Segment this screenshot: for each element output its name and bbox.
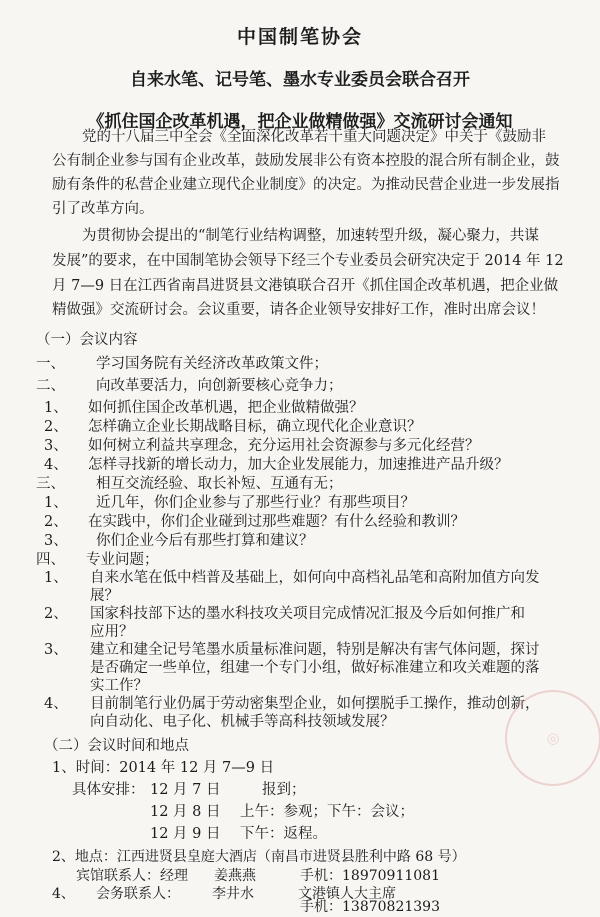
schedule-date: 12 月 7 日 (150, 782, 221, 798)
section-heading: （二）会议时间和地点 (44, 738, 189, 754)
item-text: 怎样确立企业长期战略目标，确立现代化企业意识？ (88, 419, 422, 435)
intro-line: 发展”的要求，在中国制笔协会领导下经三个专业委员会研究决定于 2014 年 12 (52, 253, 564, 269)
item-number: 2、 (44, 606, 68, 622)
section-heading: （一）会议内容 (36, 332, 138, 348)
item-text-continued: 向自动化、电子化、机械手等高科技领域发展？ (90, 714, 395, 730)
item-number: 3、 (44, 438, 68, 454)
item-text: 近几年，你们企业参与了那些行业？有那些项目？ (96, 495, 415, 511)
intro-line: 党的十八届三中全会《全面深化改革若干重大问题决定》中关于《鼓励非 (82, 129, 546, 145)
affairs-name: 李井水 (212, 886, 254, 902)
item-number: 1、 (44, 570, 68, 586)
item-text-continued: 展？ (90, 588, 119, 604)
document-subtitle: 自来水笔、记号笔、墨水专业委员会联合召开 (130, 70, 470, 90)
item-text: 学习国务院有关经济改革政策文件； (96, 356, 328, 372)
item-number: 二、 (36, 378, 65, 394)
item-number: 2、 (44, 419, 68, 435)
schedule-text: 下午：返程。 (240, 826, 327, 842)
affairs-title: 文港镇人大主席 (298, 886, 396, 902)
org-name: 中国制笔协会 (236, 26, 363, 48)
intro-line: 月 7—9 日在江西省南昌进贤县文港镇联合召开《抓住国企改革机遇，把企业做 (52, 278, 559, 294)
item-text: 如何树立利益共享理念，充分运用社会资源参与多元化经营？ (88, 438, 480, 454)
item-number: 2、 (44, 514, 68, 530)
schedule-label: 具体安排： (72, 782, 145, 798)
item-text: 目前制笔行业仍属于劳动密集型企业，如何摆脱手工操作，推动创新， (90, 696, 540, 712)
item-number: 4、 (44, 457, 68, 473)
location: 2、地点：江西进贤县皇庭大酒店（南昌市进贤县胜利中路 68 号） (52, 849, 466, 865)
item-number: 一、 (36, 356, 65, 372)
item-text-continued: 应用？ (90, 624, 134, 640)
item-text: 专业问题； (86, 552, 159, 568)
intro-line: 为贯彻协会提出的“制笔行业结构调整，加速转型升级，凝心聚力，共谋 (82, 228, 539, 244)
affairs-label: 会务联系人： (96, 886, 180, 902)
item-number: 三、 (36, 476, 65, 492)
item-text: 国家科技部下达的墨水科技攻关项目完成情况汇报及今后如何推广和 (90, 606, 525, 622)
intro-line: 励有条件的私营企业建立现代企业制度》的决定。为推动民营企业进一步发展指 (52, 177, 560, 193)
item-number: 3、 (44, 642, 68, 658)
meeting-time: 1、时间：2014 年 12 月 7—9 日 (52, 760, 275, 776)
schedule-date: 12 月 9 日 (150, 826, 221, 842)
schedule-date: 12 月 8 日 (150, 804, 221, 820)
item-text: 在实践中，你们企业碰到过那些难题？有什么经验和教训？ (88, 514, 465, 530)
schedule-text: 报到； (262, 782, 306, 798)
item-text-continued: 实工作？ (90, 678, 148, 694)
schedule-text: 上午：参观；下午：会议； (240, 804, 414, 820)
item-text-continued: 是否确定一些单位，组建一个专门小组，做好标准建立和攻关难题的落 (90, 660, 540, 676)
item-text: 怎样寻找新的增长动力，加大企业发展能力，加速推进产品升级？ (88, 457, 509, 473)
item-number: 3、 (44, 533, 68, 549)
intro-line: 公有制企业参与国有企业改革，鼓励发展非公有资本控股的混合所有制企业，鼓 (52, 153, 560, 169)
item-text: 向改革要活力，向创新要核心竞争力； (96, 378, 343, 394)
item-number: 四、 (36, 552, 65, 568)
item-text: 相互交流经验、取长补短、互通有无； (96, 476, 343, 492)
affairs-phone: 手机：13870821393 (300, 899, 440, 915)
item-number: 1、 (44, 400, 68, 416)
item-text: 你们企业今后有那些打算和建议？ (96, 533, 314, 549)
intro-line: 引了改革方向。 (52, 201, 154, 217)
item-number: 1、 (44, 495, 68, 511)
item-text: 如何抓住国企改革机遇，把企业做精做强？ (88, 400, 364, 416)
item-text: 自来水笔在低中档普及基础上，如何向中高档礼品笔和高附加值方向发 (90, 570, 540, 586)
intro-line: 精做强》交流研讨会。会议重要，请各企业领导安排好工作，准时出席会议！ (52, 302, 545, 318)
hotel-contact-name: 姜燕燕 (214, 868, 256, 884)
item-number: 4、 (44, 696, 68, 712)
document-title: 《抓住国企改革机遇，把企业做精做强》交流研讨会通知 (87, 112, 513, 132)
item-text: 建立和建全记号笔墨水质量标准问题，特别是解决有害气体问题，探讨 (90, 642, 540, 658)
hotel-contact-label: 宾馆联系人：经理 (76, 868, 188, 884)
affairs-number: 4、 (52, 886, 75, 902)
hotel-phone: 手机：18970911081 (300, 868, 440, 884)
faded-stamp: ◎ (505, 690, 600, 786)
